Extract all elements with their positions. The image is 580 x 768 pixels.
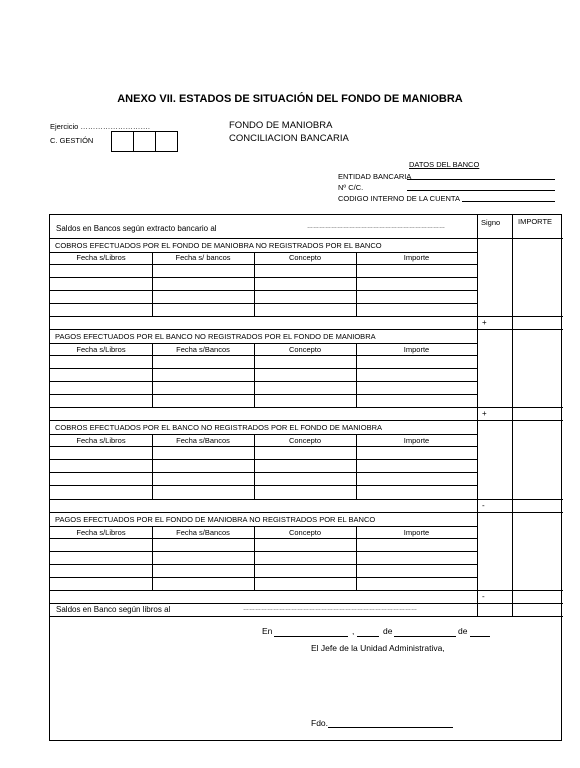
header-conciliacion: CONCILIACION BANCARIA xyxy=(229,133,349,144)
table-row[interactable] xyxy=(50,446,477,447)
col-divider xyxy=(356,343,357,407)
table-row[interactable] xyxy=(50,316,563,317)
table-row[interactable] xyxy=(50,264,477,265)
section-title: PAGOS EFECTUADOS POR EL BANCO NO REGISTRADOS POR EL FONDO DE MANIOBRA xyxy=(55,332,376,341)
divider xyxy=(50,526,477,527)
saldo-libros-dots[interactable]: …………………………………………………………………………… xyxy=(243,606,417,612)
saldo-extracto-label: Saldos en Bancos según extracto bancario al xyxy=(56,224,217,233)
col-fecha-bancos: Fecha s/Bancos xyxy=(176,436,230,445)
divider xyxy=(50,420,563,421)
table-row[interactable] xyxy=(50,290,477,291)
gestion-code-box[interactable] xyxy=(134,132,156,151)
bank-data-heading: DATOS DEL BANCO xyxy=(409,160,480,169)
section-title: COBROS EFECTUADOS POR EL BANCO NO REGISTRADOS POR EL FONDO DE MANIOBRA xyxy=(55,423,382,432)
col-divider xyxy=(356,526,357,590)
reconciliation-table xyxy=(49,214,562,741)
ejercicio-label: Ejercicio ………………………. xyxy=(50,122,151,131)
gestion-code-box[interactable] xyxy=(156,132,177,151)
month-field[interactable] xyxy=(394,636,456,637)
table-row[interactable] xyxy=(50,485,477,486)
col-divider xyxy=(254,252,255,316)
col-concepto: Concepto xyxy=(288,528,322,537)
cc-label: Nº C/C. xyxy=(338,183,364,192)
table-row[interactable] xyxy=(50,538,477,539)
table-row[interactable] xyxy=(50,394,477,395)
col-divider xyxy=(152,343,153,407)
table-row[interactable] xyxy=(50,499,563,500)
table-row[interactable] xyxy=(50,551,477,552)
fdo-label: Fdo. xyxy=(311,718,329,728)
de-label: de xyxy=(383,626,393,636)
page-title: ANEXO VII. ESTADOS DE SITUACIÓN DEL FONDO DE MANIOBRA xyxy=(117,93,463,105)
col-importe: Importe xyxy=(403,345,430,354)
col-divider xyxy=(152,252,153,316)
divider xyxy=(50,434,477,435)
entidad-label: ENTIDAD BANCARIA xyxy=(338,172,412,181)
table-row[interactable] xyxy=(50,381,477,382)
table-row[interactable] xyxy=(50,303,477,304)
col-divider xyxy=(254,526,255,590)
col-concepto: Concepto xyxy=(288,253,322,262)
divider xyxy=(50,512,563,513)
col-importe: Importe xyxy=(403,253,430,262)
col-fecha-libros: Fecha s/Libros xyxy=(76,436,126,445)
sign-minus: - xyxy=(482,501,485,510)
gestion-code-box[interactable] xyxy=(112,132,134,151)
gestion-label: C. GESTIÓN xyxy=(50,136,94,145)
col-fecha-libros: Fecha s/Libros xyxy=(76,253,126,262)
col-concepto: Concepto xyxy=(288,345,322,354)
divider xyxy=(50,329,563,330)
jefe-label: El Jefe de la Unidad Administrativa, xyxy=(311,643,445,653)
codigo-label: CODIGO INTERNO DE LA CUENTA xyxy=(338,194,460,203)
divider xyxy=(50,616,563,617)
codigo-field[interactable] xyxy=(462,201,555,202)
section-title: PAGOS EFECTUADOS POR EL FONDO DE MANIOBRA NO REGISTRADOS POR EL BANCO xyxy=(55,515,376,524)
importe-header: IMPORTE xyxy=(518,217,553,226)
col-fecha-libros: Fecha s/Libros xyxy=(76,345,126,354)
divider xyxy=(50,343,477,344)
table-row[interactable] xyxy=(50,407,563,408)
col-divider xyxy=(152,526,153,590)
divider xyxy=(50,238,563,239)
col-fecha-bancos: Fecha s/ bancos xyxy=(175,253,231,262)
signo-col-border xyxy=(477,215,478,616)
saldo-extracto-dots[interactable]: …………………………………………………………… xyxy=(307,224,445,230)
cc-field[interactable] xyxy=(407,190,555,191)
col-divider xyxy=(254,343,255,407)
col-divider xyxy=(152,434,153,499)
table-row[interactable] xyxy=(50,577,477,578)
table-row[interactable] xyxy=(50,564,477,565)
col-divider xyxy=(356,434,357,499)
col-fecha-libros: Fecha s/Libros xyxy=(76,528,126,537)
signature-field[interactable] xyxy=(328,727,453,728)
table-row[interactable] xyxy=(50,472,477,473)
header-fondo: FONDO DE MANIOBRA xyxy=(229,120,333,131)
col-fecha-bancos: Fecha s/Bancos xyxy=(176,528,230,537)
comma-label: , xyxy=(352,626,355,636)
sign-plus: + xyxy=(482,409,487,418)
table-row[interactable] xyxy=(50,459,477,460)
col-divider xyxy=(254,434,255,499)
col-importe: Importe xyxy=(403,528,430,537)
saldo-libros-label: Saldos en Banco según libros al xyxy=(56,605,171,614)
gestion-code-boxes[interactable] xyxy=(111,131,178,152)
divider xyxy=(50,603,563,604)
year-field[interactable] xyxy=(470,636,490,637)
sign-plus: + xyxy=(482,318,487,327)
de-label: de xyxy=(458,626,468,636)
place-field[interactable] xyxy=(274,636,348,637)
table-row[interactable] xyxy=(50,355,477,356)
table-row[interactable] xyxy=(50,590,563,591)
day-field[interactable] xyxy=(357,636,379,637)
section-title: COBROS EFECTUADOS POR EL FONDO DE MANIOBRA NO REGISTRADOS POR EL BANCO xyxy=(55,241,382,250)
col-concepto: Concepto xyxy=(288,436,322,445)
table-row[interactable] xyxy=(50,277,477,278)
col-divider xyxy=(356,252,357,316)
col-importe: Importe xyxy=(403,436,430,445)
col-fecha-bancos: Fecha s/Bancos xyxy=(176,345,230,354)
table-row[interactable] xyxy=(50,368,477,369)
entidad-field[interactable] xyxy=(407,179,555,180)
signo-header: Signo xyxy=(481,218,501,227)
sign-minus: - xyxy=(482,592,485,601)
en-label: En xyxy=(262,626,273,636)
importe-col-border xyxy=(512,215,513,616)
